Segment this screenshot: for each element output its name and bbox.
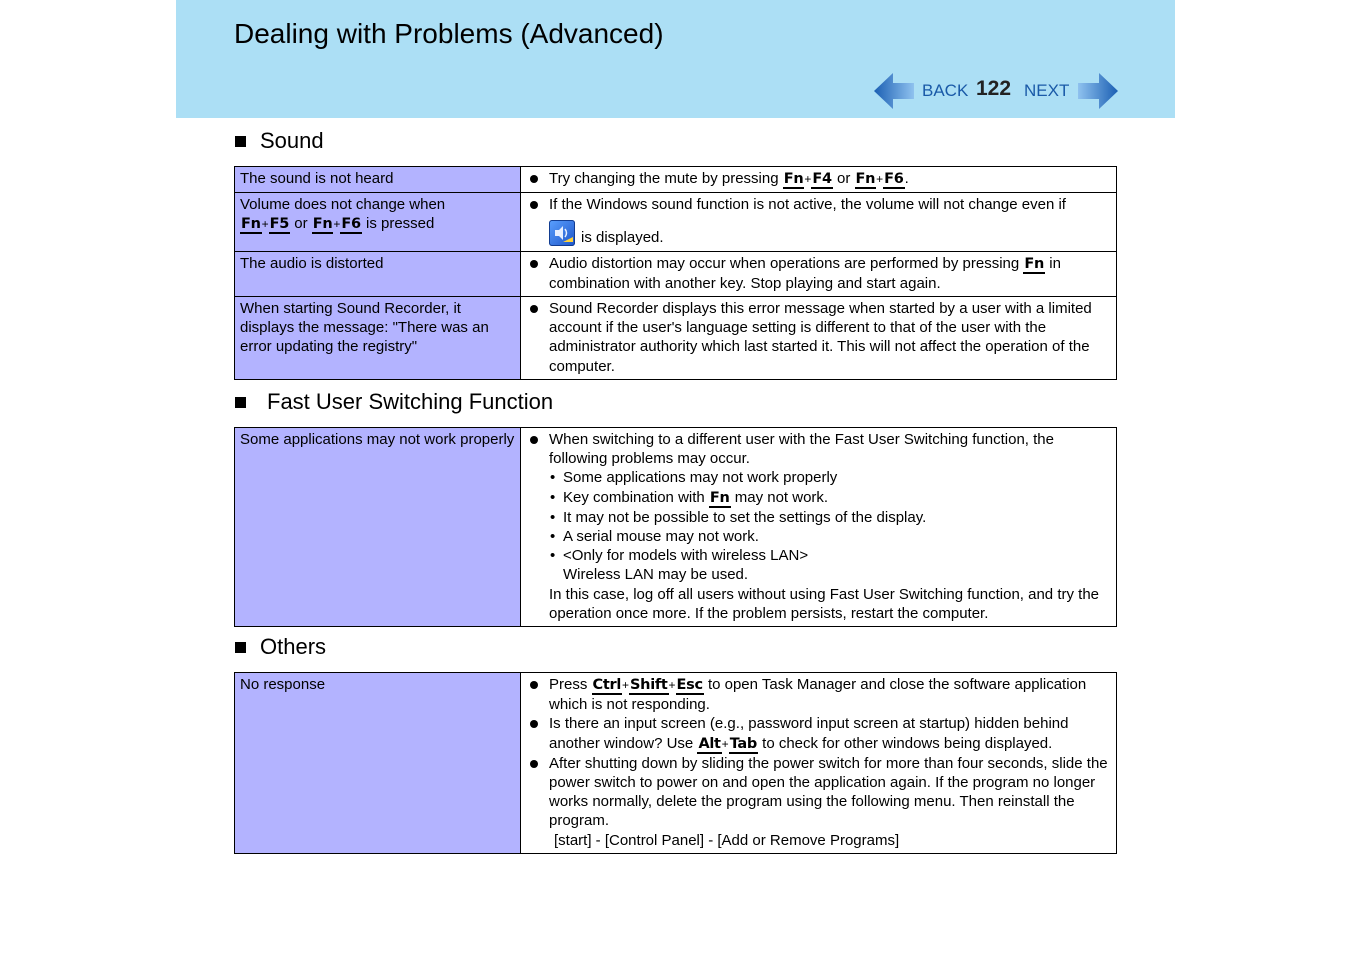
table-row bbox=[235, 251, 1117, 296]
sound-table bbox=[234, 166, 1117, 380]
page-title: Dealing with Problems (Advanced) bbox=[234, 18, 664, 49]
next-arrow-icon[interactable] bbox=[1078, 72, 1118, 110]
key-esc: Esc bbox=[676, 677, 703, 693]
section-heading-sound: Sound bbox=[235, 128, 324, 154]
bullet-item: Audio distortion may occur when operations are performed by pressing Fn in combination with another key. Stop playing and start again. bbox=[529, 254, 1111, 293]
solution-cell: If the Windows sound function is not active, the volume will not change even if is displayed. bbox=[521, 193, 1117, 251]
key-fn: Fn bbox=[1024, 255, 1045, 272]
back-arrow-icon[interactable] bbox=[874, 72, 914, 110]
problem-cell: Some applications may not work properly bbox=[235, 428, 521, 627]
key-alt: Alt bbox=[698, 735, 721, 752]
key-f4: F4 bbox=[812, 171, 832, 187]
problem-cell: No response bbox=[235, 673, 521, 854]
key-f6: F6 bbox=[884, 171, 904, 187]
sub-list-item: • It may not be possible to set the settings of the display. bbox=[529, 508, 1111, 527]
sub-list-item: • Key combination with Fn may not work. bbox=[529, 488, 1111, 508]
bullet-item: Is there an input screen (e.g., password input screen at startup) hidden behind another window? Use Alt+Tab to check for other windows being displayed. bbox=[529, 714, 1111, 753]
key-f5: F5 bbox=[269, 216, 290, 233]
key-f6: F6 bbox=[341, 216, 361, 233]
solution-cell bbox=[521, 297, 1117, 380]
solution-cell bbox=[521, 167, 1117, 193]
solution-cell bbox=[521, 673, 1117, 854]
bullet-item: Press Ctrl+Shift+Esc to open Task Manager and close the software application which is not responding. bbox=[529, 675, 1111, 714]
square-bullet-icon bbox=[235, 642, 246, 653]
bullet-item: Try changing the mute by pressing Fn+F4 or Fn+F6. bbox=[529, 169, 1111, 189]
key-fn: Fn bbox=[312, 216, 333, 233]
section-heading-others: Others bbox=[235, 634, 326, 660]
back-link[interactable]: BACK bbox=[922, 81, 969, 100]
key-fn: Fn bbox=[241, 216, 261, 233]
sub-list-item: • <Only for models with wireless LAN> bbox=[529, 546, 1111, 565]
next-link[interactable]: NEXT bbox=[1024, 81, 1070, 100]
key-shift: Shift bbox=[630, 677, 668, 693]
key-ctrl: Ctrl bbox=[592, 677, 622, 693]
bullet-item: When switching to a different user with the Fast User Switching function, the following problems may occur. bbox=[529, 430, 1111, 468]
key-fn: Fn bbox=[783, 171, 804, 187]
table-row bbox=[235, 193, 1117, 251]
menu-path: [start] - [Control Panel] - [Add or Remove Programs] bbox=[554, 831, 900, 849]
table-row bbox=[235, 428, 1117, 627]
solution-note: In this case, log off all users without using Fast User Switching function, and try the operation once more. If the problem persists, restart the computer. bbox=[549, 585, 1099, 622]
fast-user-switching-table bbox=[234, 427, 1117, 627]
bullet-item: If the Windows sound function is not active, the volume will not change even if bbox=[529, 195, 1111, 214]
page-navigation bbox=[874, 72, 1119, 110]
square-bullet-icon bbox=[235, 397, 246, 408]
section-heading-fast-user-switching: Fast User Switching Function bbox=[235, 389, 553, 415]
solution-cell bbox=[521, 428, 1117, 627]
bullet-item: Sound Recorder displays this error message when started by a user with a limited account if the user's language setting is different to that of the user with the administrator authority which last started it. This will not affect the operation of the computer. bbox=[529, 299, 1111, 376]
problem-cell: The audio is distorted bbox=[235, 251, 521, 296]
page-number: 122 bbox=[976, 77, 1012, 100]
problem-cell: When starting Sound Recorder, it displays the message: "There was an error updating the registry" bbox=[235, 297, 521, 380]
others-table bbox=[234, 672, 1117, 854]
solution-cell bbox=[521, 251, 1117, 296]
table-row bbox=[235, 167, 1117, 193]
speaker-volume-icon bbox=[549, 220, 575, 246]
key-fn: Fn bbox=[709, 489, 730, 506]
bullet-item: After shutting down by sliding the power switch for more than four seconds, slide the power switch to power on and open the application again. If the program no longer works normally, delete the program using the following menu. Then reinstall the program. bbox=[529, 754, 1111, 831]
sub-list-item: • Some applications may not work properly bbox=[529, 468, 1111, 487]
page-header bbox=[176, 0, 1175, 118]
sub-list-item: • A serial mouse may not work. bbox=[529, 527, 1111, 546]
table-row bbox=[235, 297, 1117, 380]
square-bullet-icon bbox=[235, 136, 246, 147]
key-fn: Fn bbox=[855, 171, 876, 187]
key-tab: Tab bbox=[729, 735, 757, 752]
problem-cell: The sound is not heard bbox=[235, 167, 521, 193]
problem-cell: Volume does not change when Fn+F5 or Fn+F6 is pressed bbox=[235, 193, 521, 251]
table-row bbox=[235, 673, 1117, 854]
sub-list-item-continuation: Wireless LAN may be used. bbox=[563, 566, 749, 584]
